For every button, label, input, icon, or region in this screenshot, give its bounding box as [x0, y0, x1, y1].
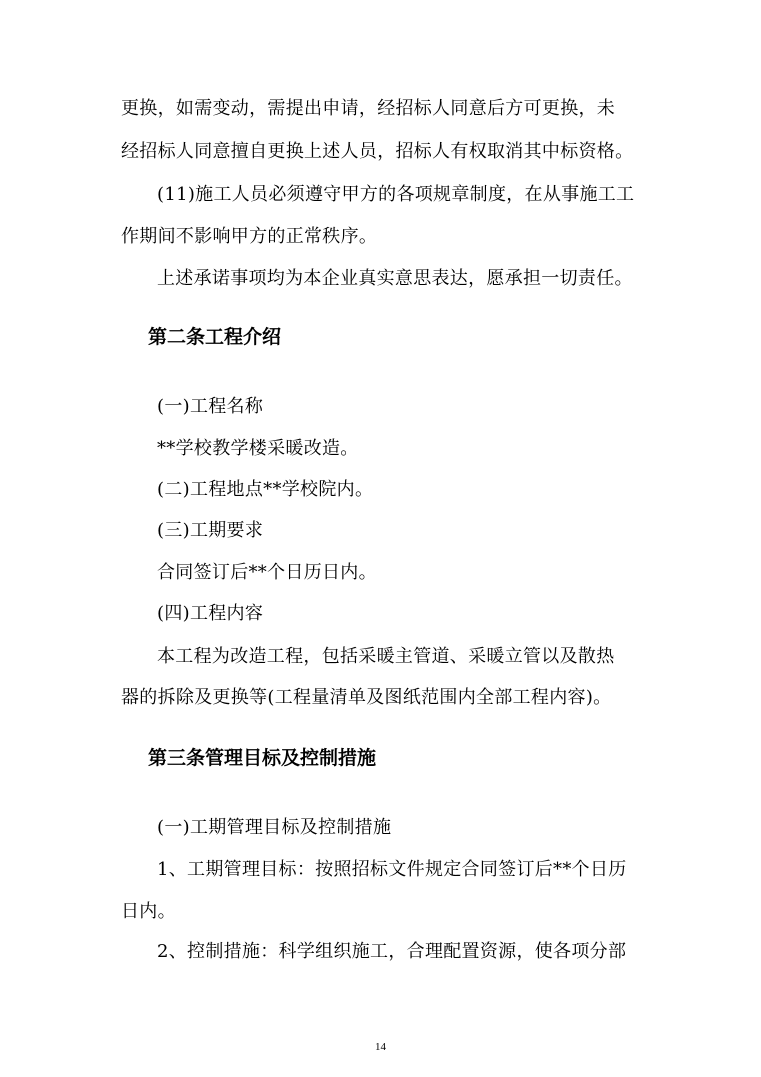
para3: 上述承诺事项均为本企业真实意思表达，愿承担一切责任。 — [157, 268, 633, 289]
para2-line2: 作期间不影响甲方的正常秩序。 — [121, 226, 378, 247]
section2-item1-body: **学校教学楼采暖改造。 — [157, 438, 359, 459]
section3-point1-line2: 日内。 — [121, 901, 176, 922]
section3-heading: 第三条管理目标及控制措施 — [148, 747, 377, 769]
section2-item1-title: (一)工程名称 — [157, 396, 264, 417]
section2-item4-body-line1: 本工程为改造工程，包括采暖主管道、采暖立管以及散热 — [157, 646, 615, 667]
para2-line1: (11)施工人员必须遵守甲方的各项规章制度，在从事施工工 — [157, 184, 635, 205]
para1-line2: 经招标人同意擅自更换上述人员，招标人有权取消其中标资格。 — [121, 141, 634, 162]
section2-item4-body-line2: 器的拆除及更换等(工程量清单及图纸范围内全部工程内容)。 — [121, 687, 612, 708]
para1-line1: 更换，如需变动，需提出申请，经招标人同意后方可更换，未 — [121, 98, 616, 119]
page-number: 14 — [375, 1041, 386, 1053]
section2-item3-body: 合同签订后**个日历日内。 — [157, 562, 377, 583]
section3-item1-title: (一)工期管理目标及控制措施 — [157, 817, 392, 838]
section2-heading: 第二条工程介绍 — [148, 326, 282, 348]
section3-point2-line1: 2、控制措施：科学组织施工，合理配置资源，使各项分部 — [157, 941, 627, 962]
section2-item4-title: (四)工程内容 — [157, 603, 264, 624]
section3-point1-line1: 1、工期管理目标：按照招标文件规定合同签订后**个日历 — [157, 859, 627, 880]
section2-item3-title: (三)工期要求 — [157, 520, 264, 541]
section2-item2: (二)工程地点**学校院内。 — [157, 479, 374, 500]
